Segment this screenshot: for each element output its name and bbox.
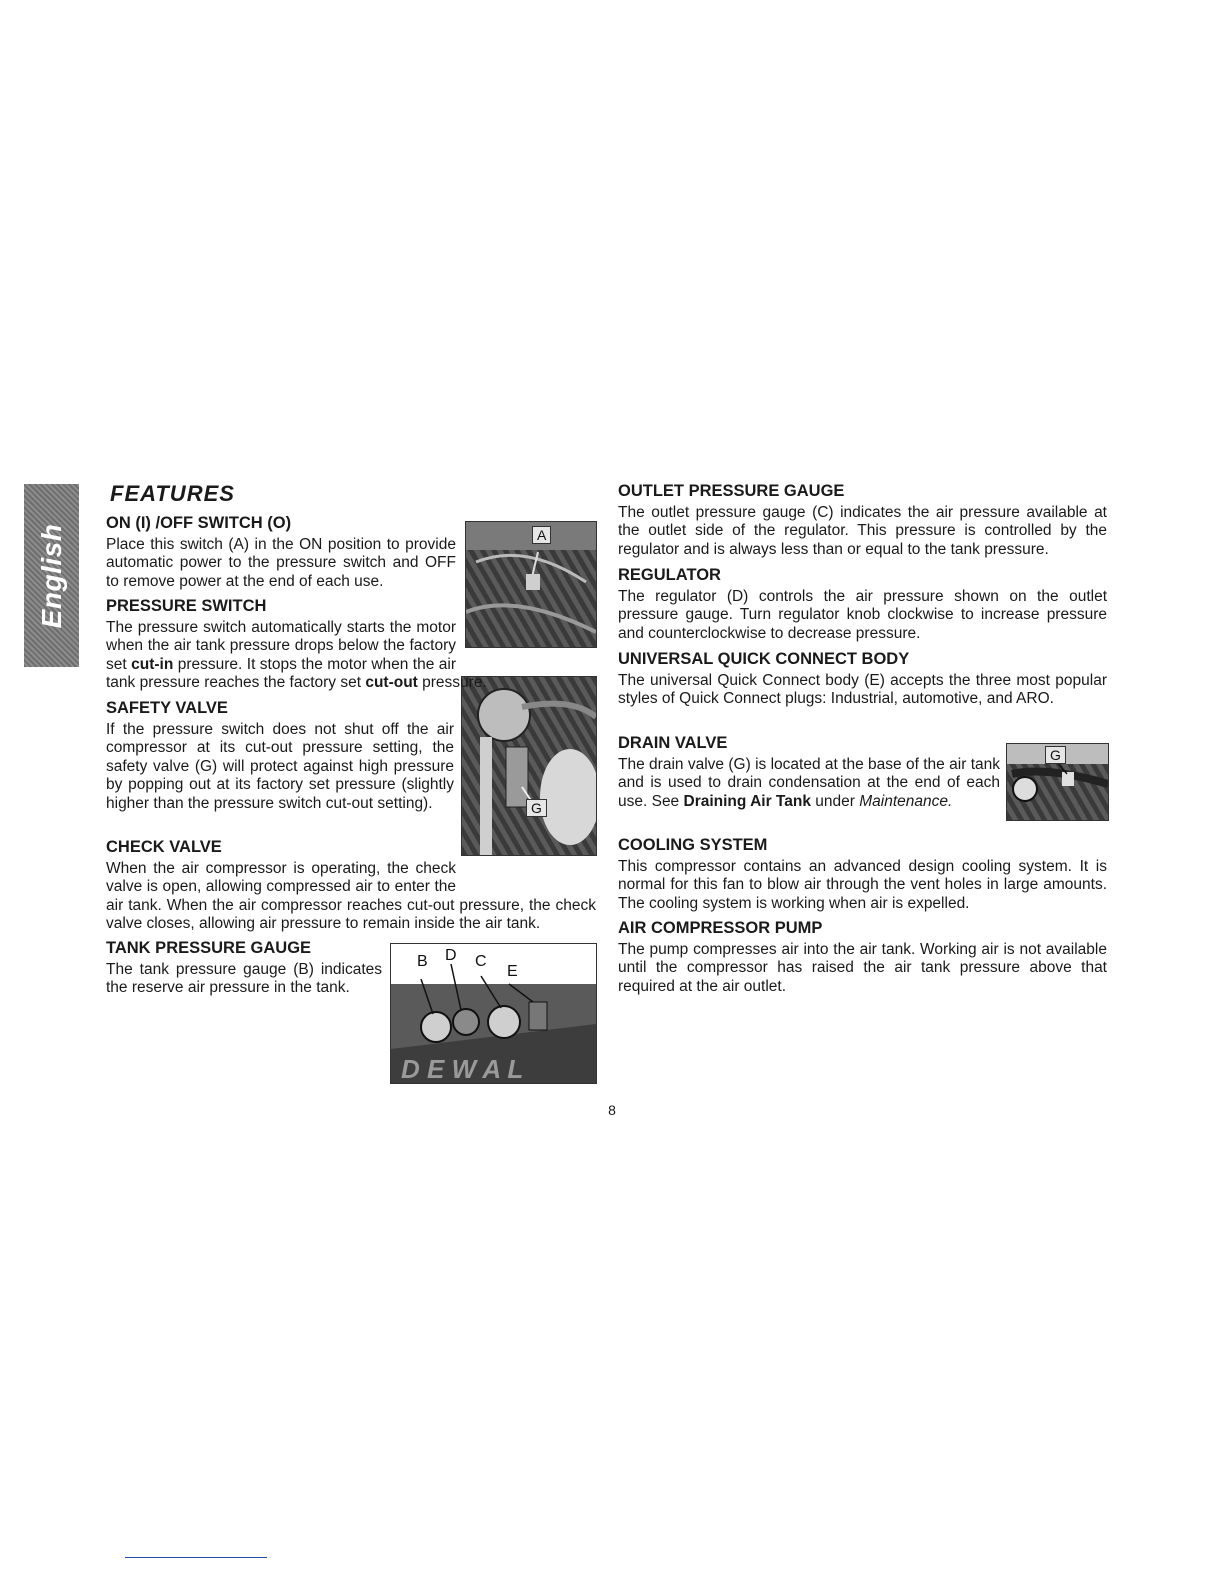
draining-air-tank-term: Draining Air Tank <box>683 792 811 810</box>
safety-valve-figure <box>461 676 597 856</box>
gauges-figure-label-b: B <box>417 953 428 970</box>
footer-rule <box>125 1557 267 1558</box>
outlet-gauge-section <box>618 481 1107 559</box>
onoff-switch-heading: ON (I) /OFF SWITCH (O) <box>106 514 292 532</box>
tank-gauge-body: The tank pressure gauge (B) indicates the reserve air pressure in the tank. <box>106 961 382 997</box>
safety-valve-body: If the pressure switch does not shut off the air compressor at its cut-out pressure setting, the safety valve (G) will protect against high pressure by popping out at its factory set pressure (slightly higher than the pressure switch cut-out setting). <box>106 721 454 812</box>
gauges-figure <box>390 943 597 1084</box>
drain-valve-heading: DRAIN VALVE <box>618 734 728 752</box>
cut-out-term: cut-out <box>365 674 418 692</box>
pump-heading: AIR COMPRESSOR PUMP <box>618 919 823 937</box>
pressure-switch-heading: PRESSURE SWITCH <box>106 597 267 615</box>
pump-body: The pump compresses air into the air tank. Working air is not available until the compressor has raised the air tank pressure above that required at the air outlet. <box>618 941 1107 995</box>
gauges-figure-label-e: E <box>507 963 518 980</box>
switch-figure-label: A <box>532 526 551 544</box>
pressure-switch-section <box>106 596 596 693</box>
quick-connect-section <box>618 649 1107 709</box>
drain-valve-body: The drain valve (G) is located at the base of the air tank and is used to drain condensation at the end of each use. See Draining Air Tank under Maintenance. <box>618 756 1000 810</box>
gauges-figure-label-d: D <box>445 947 457 964</box>
pump-section <box>618 918 1107 996</box>
quick-connect-heading: UNIVERSAL QUICK CONNECT BODY <box>618 650 910 668</box>
safety-valve-figure-label: G <box>526 799 547 817</box>
check-valve-body: When the air compressor is operating, the check valve is open, allowing compressed air to enter the air tank. When the air compressor reaches cut-out pressure, the check valve closes, allowing air pressure to remain inside the air tank. <box>106 860 596 933</box>
cut-in-term: cut-in <box>131 655 174 673</box>
language-tab <box>24 484 79 667</box>
regulator-section <box>618 565 1107 643</box>
safety-valve-heading: SAFETY VALVE <box>106 699 228 717</box>
outlet-gauge-body: The outlet pressure gauge (C) indicates the air pressure available at the outlet side of the regulator. This pressure is controlled by the regulator and is always less than or equal to the tank pressure. <box>618 504 1107 558</box>
page-title: FEATURES <box>110 481 235 506</box>
onoff-switch-section <box>106 513 456 591</box>
outlet-gauge-heading: OUTLET PRESSURE GAUGE <box>618 482 845 500</box>
onoff-switch-body: Place this switch (A) in the ON position to provide automatic power to the pressure switch and OFF to remove power at the end of each use. <box>106 536 456 590</box>
tank-gauge-section <box>106 938 382 998</box>
language-tab-label: English <box>35 523 67 628</box>
regulator-heading: REGULATOR <box>618 566 721 584</box>
cooling-body: This compressor contains an advanced design cooling system. It is normal for this fan to blow air through the vent holes in large amounts. The cooling system is working when air is expelled. <box>618 858 1107 912</box>
drain-valve-figure-label: G <box>1045 746 1066 764</box>
quick-connect-body: The universal Quick Connect body (E) accepts the three most popular styles of Quick Connect plugs: Industrial, automotive, and ARO. <box>618 672 1107 708</box>
drain-valve-section <box>618 733 1000 811</box>
cooling-heading: COOLING SYSTEM <box>618 836 768 854</box>
regulator-body: The regulator (D) controls the air pressure shown on the outlet pressure gauge. Turn regulator knob clockwise to increase pressure and counterclockwise to decrease pressure. <box>618 588 1107 642</box>
svg-text:D E W A L: D E W A L <box>401 1054 524 1083</box>
safety-valve-figure-art <box>462 677 596 855</box>
check-valve-heading: CHECK VALVE <box>106 838 222 856</box>
maintenance-term: Maintenance. <box>859 792 953 810</box>
check-valve-section <box>106 837 596 934</box>
safety-valve-section <box>106 698 454 813</box>
tank-gauge-heading: TANK PRESSURE GAUGE <box>106 939 312 957</box>
gauges-figure-label-c: C <box>475 953 487 970</box>
drain-valve-figure <box>1006 743 1109 821</box>
cooling-section <box>618 835 1107 913</box>
page-number: 8 <box>608 1102 616 1118</box>
pressure-switch-body: The pressure switch automatically starts the motor when the air tank pressure drops below the factory set cut-in pressure. It stops the motor when the air tank pressure reaches the factory set cut-out pressure. <box>106 619 487 692</box>
